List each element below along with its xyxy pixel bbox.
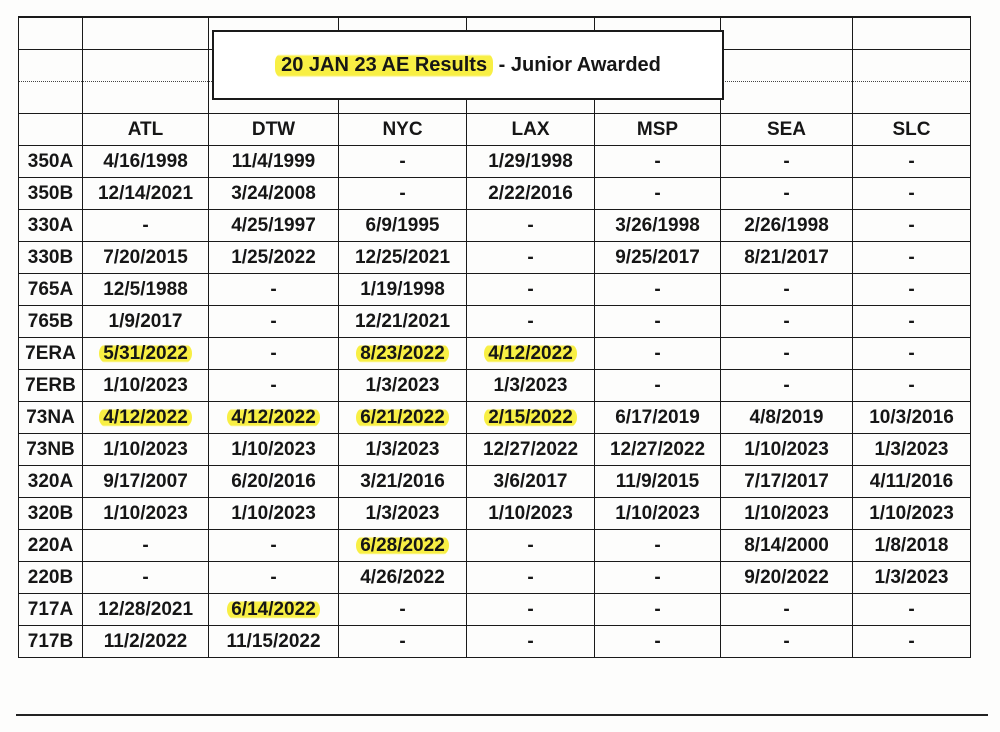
table-cell: [339, 402, 467, 434]
table-cell: [209, 562, 339, 594]
table-cell: [721, 210, 853, 242]
table-row: [19, 530, 971, 562]
cell-value: 12/25/2021: [354, 246, 451, 268]
cell-value: 1/10/2023: [744, 438, 829, 460]
cell-value: -: [783, 182, 790, 204]
table-cell: [209, 146, 339, 178]
table-cell: [467, 626, 595, 658]
highlighted-date: 6/28/2022: [356, 535, 449, 556]
cell-value: 6/9/1995: [365, 214, 440, 236]
table-cell: [467, 274, 595, 306]
table-cell: [209, 338, 339, 370]
cell-value: 8/21/2017: [744, 246, 829, 268]
table-row: [19, 178, 971, 210]
table-cell: [595, 338, 721, 370]
table-row: [19, 242, 971, 274]
table-cell: [853, 498, 971, 530]
cell-value: -: [654, 310, 661, 332]
cell-value: -: [527, 534, 534, 556]
cell-value: 1/3/2023: [874, 566, 949, 588]
cell-value: -: [783, 598, 790, 620]
table-cell: [209, 498, 339, 530]
table-cell: [467, 562, 595, 594]
table-cell: [595, 434, 721, 466]
cell-value: 11/15/2022: [226, 630, 321, 652]
table-cell: [83, 338, 209, 370]
table-cell: [83, 594, 209, 626]
table-cell: [595, 562, 721, 594]
cell-value: 12/27/2022: [609, 438, 706, 460]
column-header-sea: SEA: [721, 114, 853, 146]
cell-value: 1/10/2023: [615, 502, 700, 524]
cell-value: 6/17/2019: [615, 406, 700, 428]
cell-value: -: [527, 566, 534, 588]
table-cell: [467, 466, 595, 498]
cell-value: 1/19/1998: [360, 278, 445, 300]
table-cell: [721, 274, 853, 306]
cell-value: -: [908, 598, 915, 620]
table-cell: [721, 626, 853, 658]
table-cell: [209, 530, 339, 562]
cell-value: -: [399, 598, 406, 620]
table-row: [19, 402, 971, 434]
table-cell: [595, 370, 721, 402]
cell-value: 2/26/1998: [744, 214, 829, 236]
cell-value: 11/4/1999: [231, 150, 316, 172]
table-cell: [853, 242, 971, 274]
table-cell: [595, 626, 721, 658]
cell-value: 1/3/2023: [493, 374, 568, 396]
row-label: 350B: [19, 178, 83, 210]
table-cell: [83, 498, 209, 530]
cell-value: -: [908, 278, 915, 300]
cell-value: -: [908, 342, 915, 364]
cell-value: 12/14/2021: [97, 182, 194, 204]
table-cell: [595, 146, 721, 178]
cell-value: -: [908, 630, 915, 652]
row-label: 765B: [19, 306, 83, 338]
table-cell: [83, 626, 209, 658]
table-cell: [83, 370, 209, 402]
table-cell: [467, 146, 595, 178]
title-rest: - Junior Awarded: [493, 53, 661, 76]
table-cell: [721, 498, 853, 530]
table-cell: [83, 530, 209, 562]
table-cell: [595, 274, 721, 306]
table-cell: [853, 178, 971, 210]
column-header-row: [19, 114, 971, 146]
table-cell: [209, 274, 339, 306]
table-cell: [83, 306, 209, 338]
cell-value: 2/22/2016: [488, 182, 573, 204]
cell-value: 10/3/2016: [869, 406, 954, 428]
highlighted-date: 4/12/2022: [227, 407, 320, 428]
table-cell: [467, 242, 595, 274]
cell-value: 1/10/2023: [231, 502, 316, 524]
table-cell: [339, 210, 467, 242]
cell-value: -: [527, 630, 534, 652]
cell-value: -: [908, 374, 915, 396]
table-cell: [721, 562, 853, 594]
cell-value: -: [783, 342, 790, 364]
table-cell: [853, 434, 971, 466]
table-cell: [721, 402, 853, 434]
table-row: [19, 562, 971, 594]
table-cell: [721, 178, 853, 210]
table-cell: [853, 466, 971, 498]
cell-value: -: [270, 566, 277, 588]
cell-value: 1/3/2023: [365, 502, 440, 524]
table-row: [19, 274, 971, 306]
table-row: [19, 306, 971, 338]
cell-value: -: [908, 246, 915, 268]
table-row: [19, 626, 971, 658]
table-cell: [853, 402, 971, 434]
cell-value: -: [399, 150, 406, 172]
table-cell: [209, 466, 339, 498]
table-row: [19, 466, 971, 498]
cell-value: 1/3/2023: [365, 374, 440, 396]
cell-value: 1/9/2017: [108, 310, 183, 332]
table-cell: [721, 242, 853, 274]
table-cell: [209, 434, 339, 466]
table-cell: [467, 498, 595, 530]
cell-value: 12/27/2022: [482, 438, 579, 460]
row-label: 220B: [19, 562, 83, 594]
cell-value: -: [527, 598, 534, 620]
table-cell: [853, 530, 971, 562]
table-cell: [209, 594, 339, 626]
table-row: [19, 594, 971, 626]
highlighted-date: 4/12/2022: [99, 407, 192, 428]
table-cell: [595, 242, 721, 274]
table-cell: [209, 626, 339, 658]
table-cell: [595, 594, 721, 626]
cell-value: -: [654, 374, 661, 396]
table-cell: [467, 530, 595, 562]
cell-value: -: [908, 182, 915, 204]
row-label: 717B: [19, 626, 83, 658]
cell-value: 7/17/2017: [744, 470, 829, 492]
highlighted-date: 8/23/2022: [356, 343, 449, 364]
cell-value: 1/10/2023: [869, 502, 954, 524]
highlighted-date: 2/15/2022: [484, 407, 577, 428]
table-cell: [595, 466, 721, 498]
table-cell: [83, 402, 209, 434]
cell-value: -: [654, 566, 661, 588]
table-cell: [209, 210, 339, 242]
column-header-slc: SLC: [853, 114, 971, 146]
table-cell: [595, 402, 721, 434]
cell-value: 12/21/2021: [354, 310, 451, 332]
cell-value: -: [527, 310, 534, 332]
table-cell: [721, 306, 853, 338]
cell-value: -: [142, 214, 149, 236]
table-cell: [83, 178, 209, 210]
table-cell: [853, 146, 971, 178]
cell-value: 6/20/2016: [231, 470, 316, 492]
cell-value: -: [783, 278, 790, 300]
table-cell: [209, 178, 339, 210]
cell-value: -: [527, 278, 534, 300]
highlighted-date: 6/21/2022: [356, 407, 449, 428]
row-label: 7ERA: [19, 338, 83, 370]
row-label: 350A: [19, 146, 83, 178]
cell-value: 8/14/2000: [744, 534, 829, 556]
cell-value: 9/20/2022: [744, 566, 829, 588]
cell-value: 7/20/2015: [103, 246, 188, 268]
table-cell: [853, 210, 971, 242]
column-header-lax: LAX: [467, 114, 595, 146]
cell-value: -: [527, 246, 534, 268]
table-row: [19, 210, 971, 242]
table-cell: [83, 274, 209, 306]
cell-value: -: [142, 566, 149, 588]
table-cell: [853, 370, 971, 402]
cell-value: -: [783, 310, 790, 332]
cell-value: 1/25/2022: [231, 246, 316, 268]
table-cell: [339, 530, 467, 562]
table-cell: [339, 242, 467, 274]
table-cell: [83, 146, 209, 178]
table-cell: [467, 370, 595, 402]
cell-value: 1/10/2023: [488, 502, 573, 524]
row-label: 330B: [19, 242, 83, 274]
table-row: [19, 498, 971, 530]
table-cell: [721, 338, 853, 370]
table-cell: [721, 594, 853, 626]
table-cell: [595, 498, 721, 530]
highlighted-date: 5/31/2022: [99, 343, 192, 364]
row-label: 73NA: [19, 402, 83, 434]
table-row: [19, 338, 971, 370]
table-cell: [83, 562, 209, 594]
table-cell: [721, 434, 853, 466]
table-cell: [853, 338, 971, 370]
cell-value: -: [527, 214, 534, 236]
table-cell: [339, 306, 467, 338]
bottom-rule: [16, 714, 988, 716]
cell-value: -: [270, 310, 277, 332]
cell-value: 4/11/2016: [869, 470, 954, 492]
table-cell: [209, 402, 339, 434]
column-header-nyc: NYC: [339, 114, 467, 146]
table-cell: [339, 466, 467, 498]
cell-value: -: [270, 374, 277, 396]
table-cell: [83, 210, 209, 242]
cell-value: -: [783, 150, 790, 172]
cell-value: 12/28/2021: [97, 598, 194, 620]
table-cell: [339, 594, 467, 626]
cell-value: 1/3/2023: [874, 438, 949, 460]
table-cell: [83, 242, 209, 274]
cell-value: 4/8/2019: [749, 406, 824, 428]
table-cell: [853, 626, 971, 658]
column-header-dtw: DTW: [209, 114, 339, 146]
cell-value: 3/21/2016: [360, 470, 445, 492]
table-cell: [853, 562, 971, 594]
row-label: 330A: [19, 210, 83, 242]
cell-value: -: [399, 182, 406, 204]
cell-value: -: [654, 150, 661, 172]
cell-value: 11/9/2015: [615, 470, 700, 492]
cell-value: -: [142, 534, 149, 556]
cell-value: 4/26/2022: [360, 566, 445, 588]
table-cell: [209, 370, 339, 402]
cell-value: 4/25/1997: [231, 214, 316, 236]
table-row: [19, 434, 971, 466]
cell-value: -: [783, 374, 790, 396]
cell-value: -: [908, 310, 915, 332]
cell-value: -: [783, 630, 790, 652]
highlighted-date: 6/14/2022: [227, 599, 320, 620]
cell-value: 1/3/2023: [365, 438, 440, 460]
table-cell: [853, 274, 971, 306]
title-highlighted: 20 JAN 23 AE Results: [275, 52, 493, 79]
table-cell: [721, 530, 853, 562]
table-cell: [339, 274, 467, 306]
cell-value: -: [654, 534, 661, 556]
table-cell: [467, 210, 595, 242]
table-cell: [339, 338, 467, 370]
corner-cell: [19, 114, 83, 146]
cell-value: -: [270, 278, 277, 300]
table-cell: [83, 434, 209, 466]
cell-value: -: [270, 342, 277, 364]
title-box: [212, 30, 724, 100]
table-cell: [339, 434, 467, 466]
table-cell: [339, 498, 467, 530]
column-header-atl: ATL: [83, 114, 209, 146]
results-table: [18, 16, 971, 658]
row-label: 320A: [19, 466, 83, 498]
table-cell: [339, 626, 467, 658]
row-label: 717A: [19, 594, 83, 626]
table-cell: [467, 306, 595, 338]
cell-value: 1/10/2023: [231, 438, 316, 460]
cell-value: -: [654, 630, 661, 652]
table-cell: [339, 370, 467, 402]
table-cell: [595, 178, 721, 210]
cell-value: 1/10/2023: [103, 502, 188, 524]
cell-value: 1/8/2018: [874, 534, 949, 556]
cell-value: 3/6/2017: [493, 470, 568, 492]
row-label: 7ERB: [19, 370, 83, 402]
table-cell: [339, 178, 467, 210]
table-cell: [853, 594, 971, 626]
cell-value: 9/25/2017: [615, 246, 700, 268]
table-cell: [721, 146, 853, 178]
table-cell: [467, 402, 595, 434]
table-cell: [595, 210, 721, 242]
cell-value: -: [399, 630, 406, 652]
table-row: [19, 146, 971, 178]
cell-value: 12/5/1988: [103, 278, 188, 300]
cell-value: 1/10/2023: [744, 502, 829, 524]
table-cell: [595, 530, 721, 562]
row-label: 320B: [19, 498, 83, 530]
column-header-msp: MSP: [595, 114, 721, 146]
cell-value: 9/17/2007: [103, 470, 188, 492]
cell-value: 1/10/2023: [103, 374, 188, 396]
cell-value: -: [654, 182, 661, 204]
cell-value: 1/29/1998: [488, 150, 573, 172]
cell-value: -: [654, 598, 661, 620]
cell-value: -: [908, 150, 915, 172]
table-cell: [721, 370, 853, 402]
row-label: 73NB: [19, 434, 83, 466]
table-cell: [467, 338, 595, 370]
highlighted-date: 4/12/2022: [484, 343, 577, 364]
table-cell: [467, 178, 595, 210]
cell-value: -: [270, 534, 277, 556]
table-cell: [209, 306, 339, 338]
cell-value: 1/10/2023: [103, 438, 188, 460]
cell-value: -: [654, 342, 661, 364]
cell-value: 3/24/2008: [231, 182, 316, 204]
table-cell: [339, 562, 467, 594]
table-body: [19, 17, 971, 658]
table-cell: [467, 594, 595, 626]
row-label: 765A: [19, 274, 83, 306]
cell-value: 4/16/1998: [103, 150, 188, 172]
row-label: 220A: [19, 530, 83, 562]
table-cell: [83, 466, 209, 498]
cell-value: -: [908, 214, 915, 236]
table-cell: [853, 306, 971, 338]
cell-value: -: [654, 278, 661, 300]
table-cell: [595, 306, 721, 338]
table-cell: [467, 434, 595, 466]
cell-value: 3/26/1998: [615, 214, 700, 236]
table-cell: [209, 242, 339, 274]
cell-value: 11/2/2022: [103, 630, 188, 652]
table-row: [19, 370, 971, 402]
table-cell: [721, 466, 853, 498]
table-cell: [339, 146, 467, 178]
